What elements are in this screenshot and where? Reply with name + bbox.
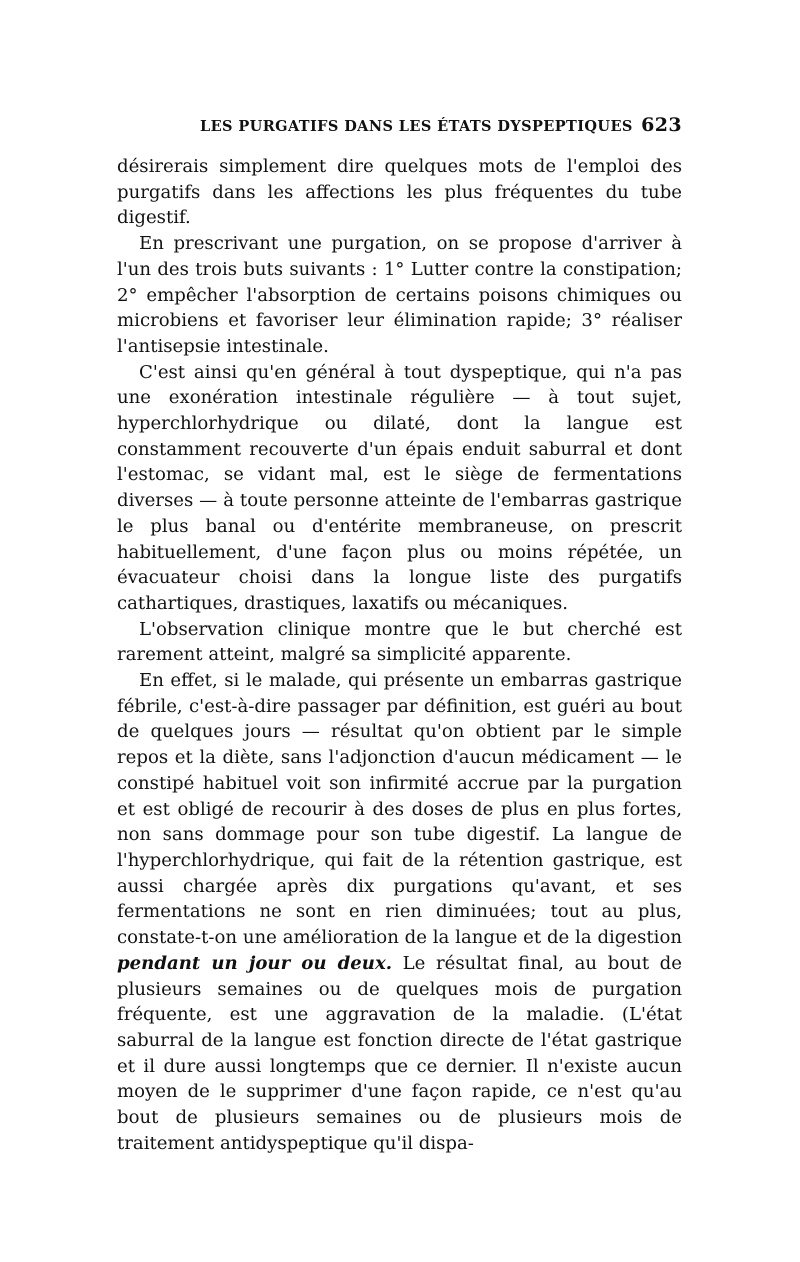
paragraph-effects-part2: Le résultat final, au bout de plusieurs semaines ou de quelques mois de purgation fréquente, est une aggravation de la maladie. (L'état saburral de la langue est fonction directe de l'état gastrique et il dure aussi longtemps que ce dernier. Il n'existe aucun moyen de le supprimer d'une façon rapide, ce n'est qu'au bout de plusieurs semaines ou de plusieurs mois de traitement antidyspeptique qu'il dispa- <box>117 952 682 1154</box>
paragraph-continued: désirerais simplement dire quelques mots de l'emploi des purgatifs dans les affections les plus fréquentes du tube digestif. <box>117 156 682 229</box>
paragraph-clinical-observation: L'observation clinique montre que le but cherché est rarement atteint, malgré sa simplicité apparente. <box>117 618 682 666</box>
running-head <box>117 112 682 142</box>
paragraph-effects <box>117 668 682 1156</box>
running-title: LES PURGATIFS DANS LES ÉTATS DYSPEPTIQUES <box>200 118 633 135</box>
paragraph-purgation-goals: En prescrivant une purgation, on se propose d'arriver à l'un des trois buts suivants : 1° Lutter contre la constipation; 2° empêcher l'absorption de certains poisons chimiques ou microbiens et favoriser leur élimination rapide; 3° réaliser l'antisepsie intestinale. <box>117 233 682 357</box>
paragraph-effects-part1: En effet, si le malade, qui présente un embarras gastrique fébrile, c'est-à-dire passager par définition, est guéri au bout de quelques jours — résultat qu'on obtient par le simple repos et la diète, sans l'adjonction d'aucun médicament — le constipé habituel voit son infirmité accrue par la purgation et est obligé de recourir à des doses de plus en plus fortes, non sans dommage pour son tube digestif. La langue de l'hyperchlorhydrique, qui fait de la rétention gastrique, est aussi chargée après dix purgations qu'avant, et ses fermentations ne sont en rien diminuées; tout au plus, constate-t-on une amélioration de la langue et de la digestion <box>117 670 682 949</box>
paragraph-effects-italic: pendant un jour ou deux. <box>117 952 393 974</box>
book-page <box>117 112 682 1156</box>
body-text <box>117 154 682 1156</box>
paragraph-dyspeptic-prescription: C'est ainsi qu'en général à tout dyspeptique, qui n'a pas une exonération intestinale régulière — à tout sujet, hyperchlorhydrique ou dilaté, dont la langue est constamment recouverte d'un épais enduit saburral et dont l'estomac, se vidant mal, est le siège de fermentations diverses — à toute personne atteinte de l'embarras gastrique le plus banal ou d'entérite membraneuse, on prescrit habituellement, d'une façon plus ou moins répétée, un évacuateur choisi dans la longue liste des purgatifs cathartiques, drastiques, laxatifs ou mécaniques. <box>117 361 682 614</box>
page-number: 623 <box>641 114 682 136</box>
